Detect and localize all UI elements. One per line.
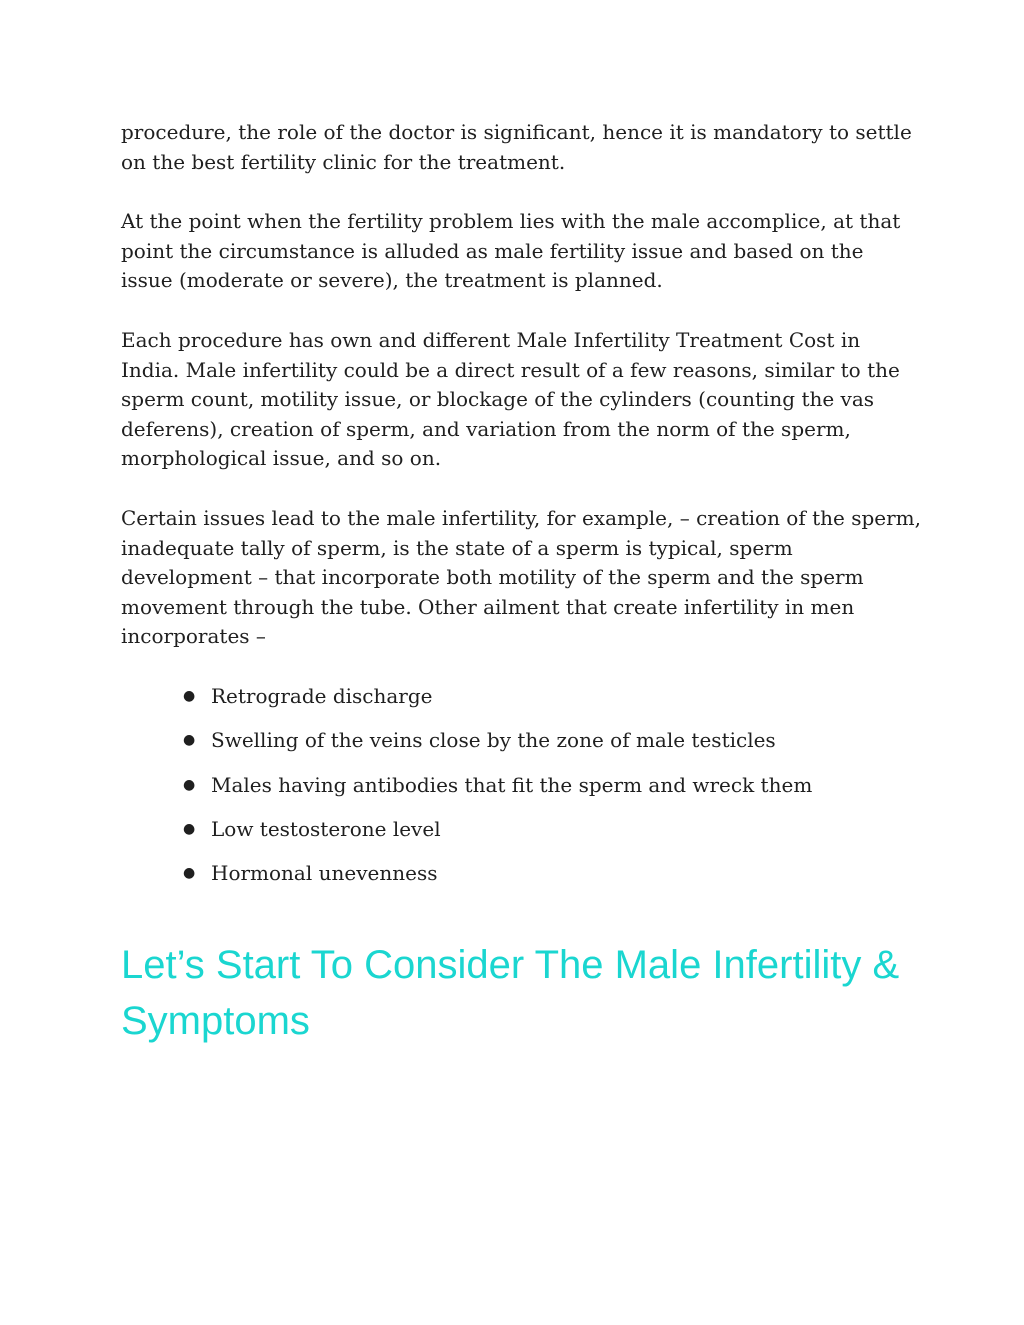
list-item xyxy=(183,859,921,889)
paragraph-male-fertility-issue: At the point when the fertility problem lies with the male accomplice, at that point the circumstance is alluded as male fertility issue and based on the issue (moderate or severe), the treatment is planned. xyxy=(121,209,901,293)
paragraph-certain-issues: Certain issues lead to the male infertility, for example, – creation of the sperm, inadequate tally of sperm, is the state of a sperm is typical, sperm development – that incorporate both motility of the sperm and the sperm movement through the tube. Other ailment that create infertility in men incorporates – xyxy=(121,505,921,649)
document-page xyxy=(121,118,921,1049)
list-item xyxy=(183,815,921,845)
list-item-text: Low testosterone level xyxy=(211,817,441,842)
list-item xyxy=(183,771,921,801)
bullet-icon: ● xyxy=(183,776,196,793)
list-item xyxy=(183,682,921,712)
list-item-text: Males having antibodies that fit the sperm and wreck them xyxy=(211,772,813,797)
section-heading: Let’s Start To Consider The Male Infertility & Symptoms xyxy=(121,943,900,1044)
bullet-icon: ● xyxy=(183,865,196,882)
list-item-text: Hormonal unevenness xyxy=(211,861,438,886)
bullet-icon: ● xyxy=(183,687,196,704)
bullet-icon: ● xyxy=(183,821,196,838)
bullet-icon: ● xyxy=(183,732,196,749)
ailment-list xyxy=(121,682,921,889)
list-item xyxy=(183,726,921,756)
paragraph-treatment-cost: Each procedure has own and different Male Infertility Treatment Cost in India. Male infertility could be a direct result of a few reasons, similar to the sperm count, motility issue, or blockage of the cylinders (counting the vas deferens), creation of sperm, and variation from the norm of the sperm, morphological issue, and so on. xyxy=(121,327,900,471)
list-item-text: Swelling of the veins close by the zone of male testicles xyxy=(211,728,776,753)
paragraph-intro: procedure, the role of the doctor is significant, hence it is mandatory to settle on the best fertility clinic for the treatment. xyxy=(121,120,912,174)
list-item-text: Retrograde discharge xyxy=(211,683,433,708)
